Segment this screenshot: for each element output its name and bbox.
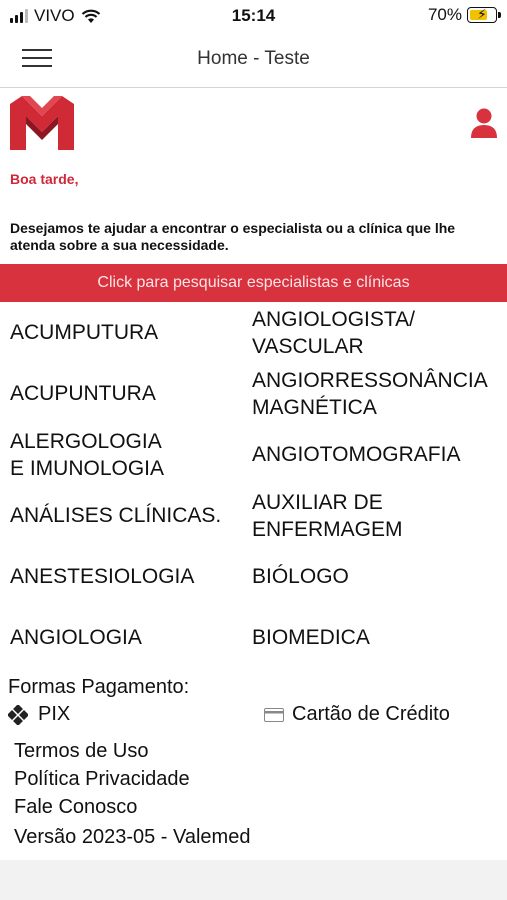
payment-method-credit-card <box>264 703 450 726</box>
status-time: 15:14 <box>231 6 276 25</box>
version-label: Versão 2023-05 - Valemed <box>14 826 251 848</box>
user-profile-icon[interactable] <box>471 107 497 139</box>
intro-text: Desejamos te ajudar a encontrar o especialista ou a clínica que lhe atenda sobre a sua necessidade. <box>10 220 456 253</box>
page-title: Home - Teste <box>197 48 310 69</box>
payment-method-pix <box>8 703 70 726</box>
specialty-item[interactable]: ALERGOLOGIA E IMUNOLOGIA <box>10 429 165 480</box>
valemed-logo-icon <box>8 94 76 152</box>
specialty-item[interactable]: ANGIOLOGISTA/ VASCULAR <box>252 307 415 358</box>
specialties-grid <box>0 302 507 666</box>
specialty-item[interactable]: ANÁLISES CLÍNICAS. <box>10 504 222 527</box>
status-right <box>428 5 497 25</box>
specialty-item[interactable]: ANGIORRESSONÂNCIA MAGNÉTICA <box>252 368 488 419</box>
payment-pix-label: PIX <box>38 703 71 725</box>
privacy-policy-link[interactable]: Política Privacidade <box>14 768 190 790</box>
carrier-label: VIVO <box>34 6 75 25</box>
specialty-item[interactable]: AUXILIAR DE ENFERMAGEM <box>252 490 403 541</box>
terms-link[interactable]: Termos de Uso <box>14 740 149 762</box>
payment-card-label: Cartão de Crédito <box>292 703 450 725</box>
charging-bolt-icon: ⚡ <box>477 6 487 22</box>
pix-icon <box>8 705 28 725</box>
specialty-item[interactable]: BIÓLOGO <box>252 565 349 588</box>
specialty-item[interactable]: ANGIOLOGIA <box>10 626 142 649</box>
footer-links <box>14 737 190 821</box>
battery-cap <box>498 12 501 18</box>
specialty-item[interactable]: ANGIOTOMOGRAFIA <box>252 443 461 466</box>
specialty-item[interactable]: BIOMEDICA <box>252 626 370 649</box>
payments-title: Formas Pagamento: <box>8 676 190 698</box>
nav-bar <box>0 30 507 88</box>
battery-icon <box>467 7 497 23</box>
specialty-item[interactable]: ANESTESIOLOGIA <box>10 565 195 588</box>
contact-link[interactable]: Fale Conosco <box>14 796 138 818</box>
credit-card-icon <box>264 708 284 722</box>
battery-percent: 70% <box>427 5 462 24</box>
specialty-item[interactable]: ACUPUNTURA <box>10 382 156 405</box>
status-bar <box>0 0 507 30</box>
greeting-text: Boa tarde, <box>10 171 79 187</box>
search-specialists-button[interactable]: Click para pesquisar especialistas e clínicas <box>0 264 507 302</box>
specialty-item[interactable]: ACUMPUTURA <box>10 321 159 344</box>
